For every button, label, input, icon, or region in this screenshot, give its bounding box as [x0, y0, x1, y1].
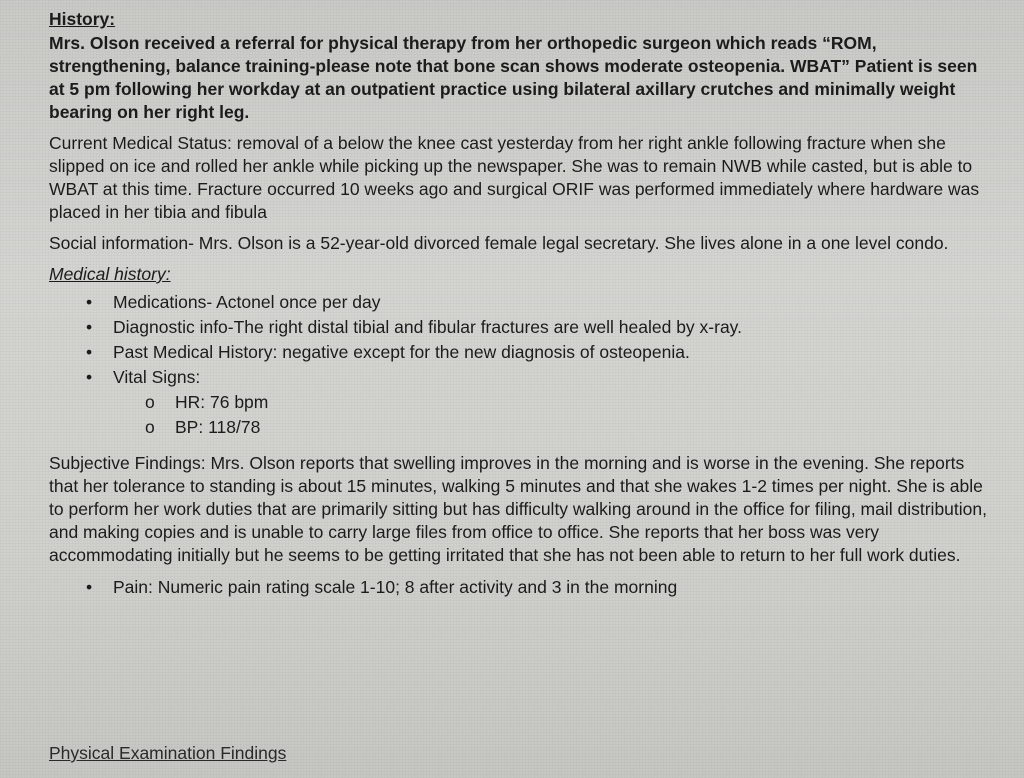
history-heading: History:	[49, 9, 116, 29]
list-item	[86, 575, 989, 600]
list-item	[86, 290, 989, 315]
bullet-icon: •	[86, 317, 93, 337]
list-item	[145, 415, 989, 440]
bullet-icon: •	[86, 367, 93, 387]
medical-history-list	[49, 290, 989, 440]
diagnostic-info-text: Diagnostic info-The right distal tibial and fibular fractures are well healed by x-ray.	[113, 317, 743, 337]
bullet-icon: •	[86, 577, 93, 597]
list-item	[86, 315, 989, 340]
list-item	[86, 340, 989, 365]
history-text: Mrs. Olson received a referral for physical therapy from her orthopedic surgeon which reads “ROM, strengthening, balance training-please note that bone scan shows moderate osteopenia. WBAT” Patient is seen at 5 pm following her workday at an outpatient practice using bilateral axillary crutches and minimally weight bearing on her right leg.	[49, 33, 978, 122]
physical-examination-heading: Physical Examination Findings	[49, 743, 287, 763]
social-information: Social information- Mrs. Olson is a 52-year-old divorced female legal secretary. She lives alone in a one level condo.	[49, 233, 949, 253]
heart-rate-text: HR: 76 bpm	[175, 392, 269, 412]
list-item	[86, 365, 989, 440]
past-medical-history-text: Past Medical History: negative except for the new diagnosis of osteopenia.	[113, 342, 690, 362]
bullet-icon: •	[86, 342, 93, 362]
sub-bullet-icon: o	[145, 417, 155, 437]
current-medical-status: Current Medical Status: removal of a below the knee cast yesterday from her right ankle following fracture when she slipped on ice and rolled her ankle while picking up the newspaper. She was to remain NWB while casted, but is able to WBAT at this time. Fracture occurred 10 weeks ago and surgical ORIF was performed immediately where hardware was placed in her tibia and fibula	[49, 133, 980, 222]
document-content	[49, 8, 989, 600]
medications-text: Medications- Actonel once per day	[113, 292, 381, 312]
medical-history-heading: Medical history:	[49, 264, 171, 284]
sub-bullet-icon: o	[145, 392, 155, 412]
pain-rating-text: Pain: Numeric pain rating scale 1-10; 8 after activity and 3 in the morning	[113, 577, 678, 597]
blood-pressure-text: BP: 118/78	[175, 417, 261, 437]
bullet-icon: •	[86, 292, 93, 312]
pain-list	[49, 575, 989, 600]
vital-signs-list	[113, 390, 989, 440]
list-item	[145, 390, 989, 415]
subjective-findings: Subjective Findings: Mrs. Olson reports that swelling improves in the morning and is worse in the evening. She reports that her tolerance to standing is about 15 minutes, walking 5 minutes and that she wakes 1-2 times per night. She is able to perform her work duties that are primarily sitting but has difficulty walking around in the office for filing, mail distribution, and making copies and is unable to carry large files from office to office. She reports that her boss was very accommodating initially but he seems to be getting irritated that she has not been able to return to her full work duties.	[49, 453, 987, 565]
vital-signs-label: Vital Signs:	[113, 367, 201, 387]
